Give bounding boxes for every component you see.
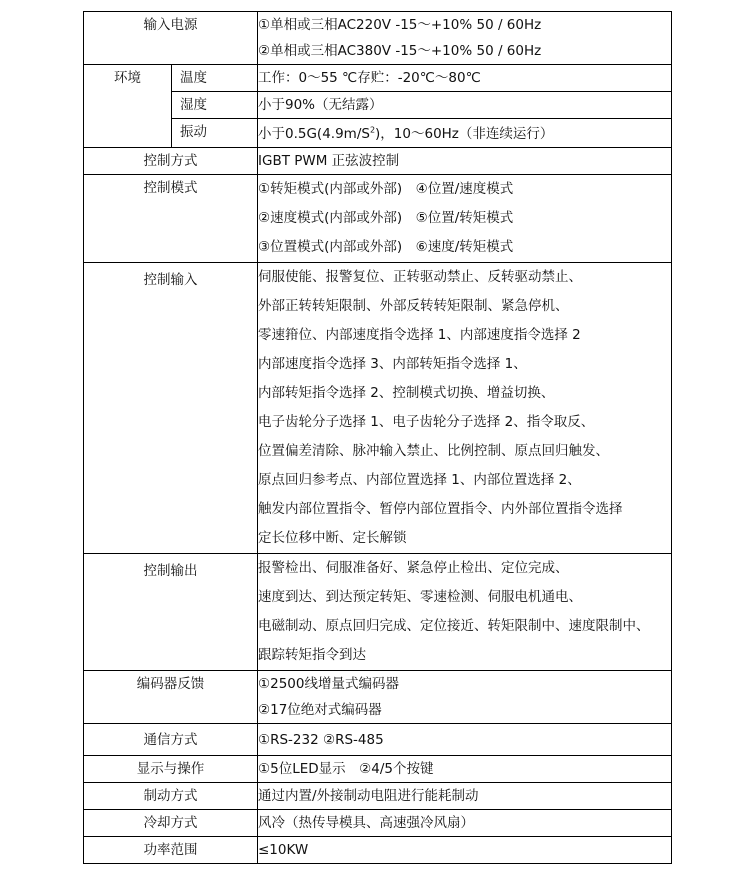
row-control-output bbox=[84, 554, 672, 671]
row-encoder bbox=[84, 671, 672, 724]
row-display bbox=[84, 756, 672, 783]
spec-table bbox=[83, 11, 672, 864]
control-mode-label: 控制模式 bbox=[84, 175, 258, 263]
control-input-line-4: 内部速度指令选择 3、内部转矩指令选择 1、 bbox=[258, 356, 527, 372]
control-mode-line-1: ①转矩模式(内部或外部) ④位置/速度模式 bbox=[258, 181, 514, 197]
control-method-value: IGBT PWM 正弦波控制 bbox=[258, 148, 672, 175]
encoder-label: 编码器反馈 bbox=[84, 671, 258, 724]
humidity-label: 湿度 bbox=[172, 92, 258, 119]
row-control-method bbox=[84, 148, 672, 175]
control-input-line-10: 定长位移中断、定长解锁 bbox=[258, 530, 407, 546]
encoder-line-1: ①2500线增量式编码器 bbox=[258, 676, 399, 692]
row-control-mode bbox=[84, 175, 672, 263]
encoder-line-2: ②17位绝对式编码器 bbox=[258, 702, 382, 718]
control-input-line-1: 伺服使能、报警复位、正转驱动禁止、反转驱动禁止、 bbox=[258, 269, 582, 285]
cooling-label: 冷却方式 bbox=[84, 810, 258, 837]
row-communication bbox=[84, 724, 672, 756]
control-output-line-3: 电磁制动、原点回归完成、定位接近、转矩限制中、速度限制中、 bbox=[258, 618, 650, 634]
control-input-label: 控制输入 bbox=[84, 263, 258, 554]
control-output-line-2: 速度到达、到达预定转矩、零速检测、伺服电机通电、 bbox=[258, 589, 582, 605]
row-env-temperature bbox=[84, 65, 672, 92]
power-range-label: 功率范围 bbox=[84, 837, 258, 864]
row-cooling bbox=[84, 810, 672, 837]
vibration-value bbox=[258, 119, 672, 148]
communication-value: ①RS-232 ②RS-485 bbox=[258, 724, 672, 756]
control-output-line-4: 跟踪转矩指令到达 bbox=[258, 647, 366, 663]
control-output-label: 控制输出 bbox=[84, 554, 258, 671]
row-control-input bbox=[84, 263, 672, 554]
control-input-line-6: 电子齿轮分子选择 1、电子齿轮分子选择 2、指令取反、 bbox=[258, 414, 595, 430]
control-input-value bbox=[258, 263, 672, 554]
display-label: 显示与操作 bbox=[84, 756, 258, 783]
braking-label: 制动方式 bbox=[84, 783, 258, 810]
control-input-line-2: 外部正转转矩限制、外部反转转矩限制、紧急停机、 bbox=[258, 298, 569, 314]
row-env-humidity bbox=[84, 92, 672, 119]
row-env-vibration bbox=[84, 119, 672, 148]
control-mode-line-3: ③位置模式(内部或外部) ⑥速度/转矩模式 bbox=[258, 239, 514, 255]
control-mode-line-2: ②速度模式(内部或外部) ⑤位置/转矩模式 bbox=[258, 210, 514, 226]
control-output-line-1: 报警检出、伺服准备好、紧急停止检出、定位完成、 bbox=[258, 560, 569, 576]
row-power bbox=[84, 12, 672, 65]
cooling-value: 风冷（热传导模具、高速强冷风扇） bbox=[258, 810, 672, 837]
control-input-line-5: 内部转矩指令选择 2、控制模式切换、增益切换、 bbox=[258, 385, 555, 401]
encoder-value bbox=[258, 671, 672, 724]
control-input-line-8: 原点回归参考点、内部位置选择 1、内部位置选择 2、 bbox=[258, 472, 581, 488]
power-range-value: ≤10KW bbox=[258, 837, 672, 864]
control-input-line-7: 位置偏差清除、脉冲输入禁止、比例控制、原点回归触发、 bbox=[258, 443, 609, 459]
braking-value: 通过内置/外接制动电阻进行能耗制动 bbox=[258, 783, 672, 810]
power-label: 输入电源 bbox=[84, 12, 258, 65]
humidity-value: 小于90%（无结露） bbox=[258, 92, 672, 119]
control-mode-value bbox=[258, 175, 672, 263]
communication-label: 通信方式 bbox=[84, 724, 258, 756]
vibration-value-tail: )，10～60Hz（非连续运行） bbox=[375, 126, 554, 142]
temperature-value: 工作：0～55 ℃存贮：-20℃～80℃ bbox=[258, 65, 672, 92]
control-output-value bbox=[258, 554, 672, 671]
vibration-superscript: 2 bbox=[369, 125, 376, 135]
vibration-label: 振动 bbox=[172, 119, 258, 148]
vibration-value-main: 小于0.5G(4.9m/S bbox=[258, 126, 370, 142]
temperature-label: 温度 bbox=[172, 65, 258, 92]
row-power-range bbox=[84, 837, 672, 864]
power-line-1: ①单相或三相AC220V -15～+10% 50 / 60Hz bbox=[258, 17, 542, 33]
display-value: ①5位LED显示 ②4/5个按键 bbox=[258, 756, 672, 783]
control-input-line-3: 零速箝位、内部速度指令选择 1、内部速度指令选择 2 bbox=[258, 327, 581, 343]
control-method-label: 控制方式 bbox=[84, 148, 258, 175]
control-input-line-9: 触发内部位置指令、暂停内部位置指令、内外部位置指令选择 bbox=[258, 501, 623, 517]
environment-label: 环境 bbox=[84, 65, 172, 148]
power-value bbox=[258, 12, 672, 65]
row-braking bbox=[84, 783, 672, 810]
power-line-2: ②单相或三相AC380V -15～+10% 50 / 60Hz bbox=[258, 43, 542, 59]
